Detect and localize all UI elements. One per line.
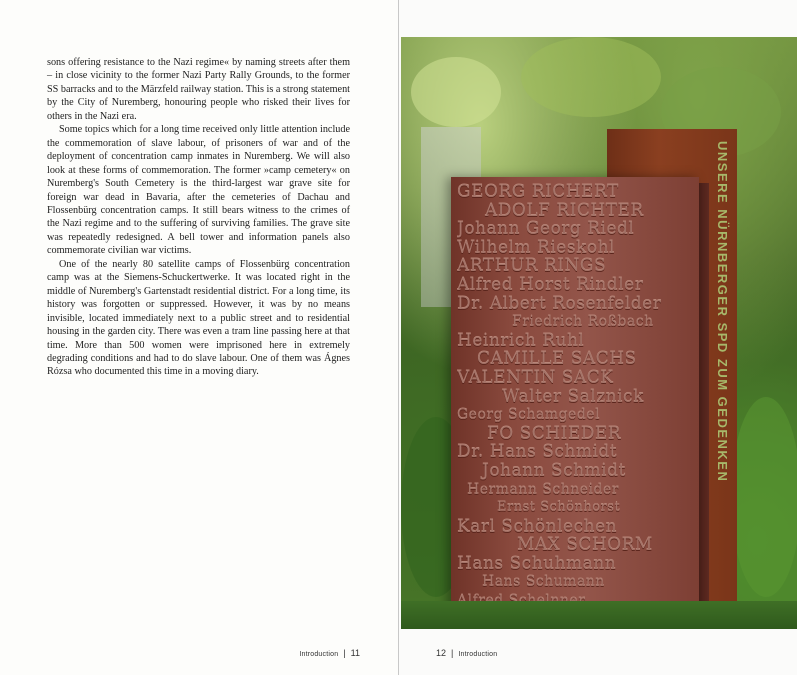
engraved-name: ADOLF RICHTER — [485, 200, 644, 221]
foliage-highlight — [521, 37, 661, 117]
engraved-name: CAMILLE SACHS — [477, 349, 637, 370]
paragraph-1: sons offering resistance to the Nazi regime« by naming streets after them – in close vicinity to the former Nazi Party Rally Grounds, to the former SS barracks and to the Märzfeld railway station. This is a strong statement by the City of Nuremberg, honouring people who risked their lives for others in the Nazi era. — [47, 57, 350, 122]
page-number: 12 — [436, 648, 447, 658]
engraved-name: Hermann Schneider — [467, 481, 619, 498]
engraved-name: Johann Georg Riedl — [457, 219, 635, 240]
engraved-names — [457, 183, 697, 629]
engraved-name: Dr. Albert Rosenfelder — [457, 293, 662, 314]
engraved-name: Wilhelm Rieskohl — [457, 237, 615, 258]
paragraph-3: One of the nearly 80 satellite camps of Flossenbürg concentration camp was at the Siemens-Schuckertwerke. It was located right in the middle of Nuremberg's Gartenstadt residential district. For a long time, its history was forgotten or suppressed. However, it was by no means invisible, located immediately next to a public street and to residential housing in the garden city. There was even a tram line passing here at that time. More than 500 women were imprisoned here in extremely degrading conditions and had to do slave labour. One of them was Ágnes Rózsa who documented this time in a moving diary. — [47, 258, 350, 378]
footer-separator: | — [451, 648, 454, 658]
engraved-name: GEORG RICHERT — [457, 183, 619, 202]
engraved-name: Alfred Horst Rindler — [457, 274, 644, 295]
engraved-name: Walter Salznick — [502, 386, 644, 407]
engraved-name: Hans Schuhmann — [457, 553, 617, 574]
page-number: 11 — [350, 648, 360, 658]
left-page — [0, 0, 398, 675]
engraved-name: Heinrich Ruhl — [457, 330, 585, 351]
engraved-name: Karl Schönlechen — [457, 516, 618, 537]
running-section-label: Introduction — [458, 651, 498, 658]
engraved-name: MAX SCHORM — [517, 535, 653, 556]
engraved-name: Johann Schmidt — [482, 460, 626, 481]
body-text — [47, 56, 350, 379]
engraved-name: Friedrich Roßbach — [512, 314, 654, 331]
foliage-highlight — [411, 57, 501, 127]
vertical-inscription: UNSERE NÜRNBERGER SPD ZUM GEDENKEN — [715, 141, 730, 483]
engraved-name: Dr. Hans Schmidt — [457, 442, 618, 463]
page-footer-right — [436, 648, 497, 658]
paragraph-2: Some topics which for a long time received only little attention include the commemoration of slave labour, of prisoners of war and of the deployment of concentration camp inmates in Nuremberg. We will also look at these forms of commemoration. The former »camp cemetery« on Nuremberg's South Cemetery is the third-largest war grave site for foreign war dead in Bavaria, after the cemeteries of Dachau and Flossenbürg concentration camps. It still bears witness to the crimes of the Nazi regime and to the suffering of surviving families. The grave site was repeatedly redesigned. A bell tower and information panels also commemorate civilian war victims. — [47, 124, 350, 257]
memorial-photo — [401, 37, 797, 629]
engraved-name: Hans Schumann — [482, 574, 605, 591]
right-page — [399, 0, 797, 675]
footer-separator: | — [343, 648, 346, 658]
engraved-name: VALENTIN SACK — [457, 367, 614, 388]
grass-ground — [401, 601, 797, 629]
engraved-name: Ernst Schönhorst — [497, 500, 621, 516]
foliage-highlight — [731, 397, 797, 597]
page-footer-left — [299, 648, 360, 658]
stone-slab-side — [699, 183, 709, 629]
engraved-name: ARTHUR RINGS — [457, 256, 607, 277]
engraved-name: FO SCHIEDER — [487, 423, 622, 444]
engraved-name: Georg Schamgedel — [457, 407, 601, 424]
running-section-label: Introduction — [299, 651, 339, 658]
